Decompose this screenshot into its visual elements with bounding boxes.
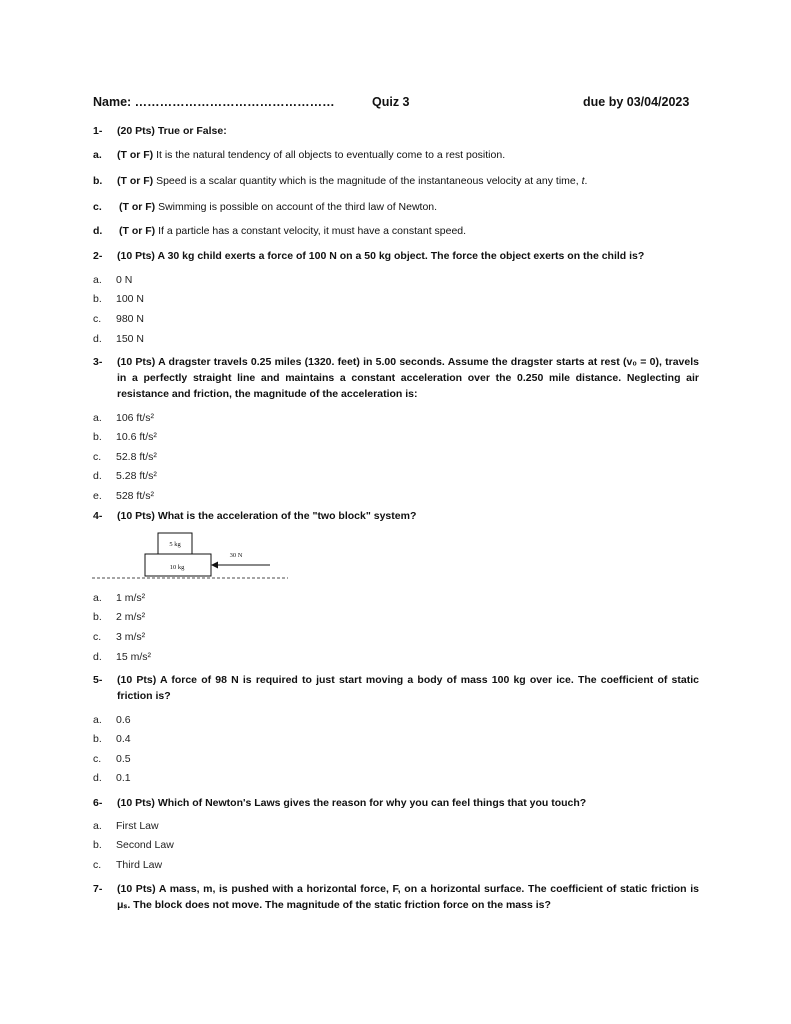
option-letter: c. <box>93 859 102 871</box>
option-letter: d. <box>93 772 102 784</box>
option-letter: d. <box>93 651 102 663</box>
statement-prefix: (T or F) <box>117 149 154 161</box>
question-text: (10 Pts) Which of Newton's Laws gives the reason for why you can feel things that you touch? <box>117 797 587 809</box>
option-letter: c. <box>93 753 102 765</box>
option-letter: c. <box>93 451 102 463</box>
option-text: 3 m/s² <box>116 631 146 643</box>
statement-end: . <box>584 175 588 187</box>
statement-text: Swimming is possible on account of the third law of Newton. <box>158 201 438 213</box>
option-letter: a. <box>93 274 102 286</box>
option-text: 0.5 <box>116 753 131 765</box>
question-text: (10 Pts) A dragster travels 0.25 miles (1320. feet) in 5.00 seconds. Assume the dragster starts at rest (v₀ = 0), travels in a perfectly straight line and maintains a constant acceleration over the 0.250 mile distance. Neglecting air resistance and friction, the magnitude of the acceleration is: <box>117 356 699 400</box>
option-letter: b. <box>93 611 102 623</box>
option-letter: d. <box>93 470 102 482</box>
option-letter: a. <box>93 412 102 424</box>
question-text: (10 Pts) A force of 98 N is required to just start moving a body of mass 100 kg over ice. The coefficient of static friction is? <box>117 674 699 702</box>
statement-text: If a particle has a constant velocity, it must have a constant speed. <box>158 225 467 237</box>
question-text: (10 Pts) A mass, m, is pushed with a horizontal force, F, on a horizontal surface. The coefficient of static friction is μₛ. The block does not move. The magnitude of the static friction force on the mass is? <box>117 883 699 911</box>
option-text: 0.6 <box>116 714 131 726</box>
option-text: 528 ft/s² <box>116 490 154 502</box>
force-label: 30 N <box>229 552 243 559</box>
option-text: 0 N <box>116 274 133 286</box>
quiz-title: Quiz 3 <box>372 95 410 109</box>
question-number: 7- <box>93 883 103 895</box>
question-text: (10 Pts) What is the acceleration of the "two block" system? <box>117 510 417 522</box>
option-text: 2 m/s² <box>116 611 146 623</box>
option-letter: b. <box>93 733 102 745</box>
option-text: 0.1 <box>116 772 131 784</box>
statement-text: Speed is a scalar quantity which is the magnitude of the instantaneous velocity at any time, <box>156 175 579 187</box>
question-text: (20 Pts) True or False: <box>117 125 227 137</box>
option-letter: c. <box>93 631 102 643</box>
option-text: 10.6 ft/s² <box>116 431 157 443</box>
option-text: 52.8 ft/s² <box>116 451 157 463</box>
option-text: Third Law <box>116 859 163 871</box>
top-block-label: 5 kg <box>169 541 181 548</box>
question-number: 1- <box>93 125 103 137</box>
statement-letter: c. <box>93 201 102 213</box>
statement-prefix: (T or F) <box>119 201 156 213</box>
question-number: 5- <box>93 674 103 686</box>
option-text: 1 m/s² <box>116 592 146 604</box>
question-number: 6- <box>93 797 103 809</box>
force-arrow-head <box>211 562 218 569</box>
option-text: Second Law <box>116 839 174 851</box>
option-letter: c. <box>93 313 102 325</box>
bottom-block-label: 10 kg <box>169 564 185 571</box>
option-letter: a. <box>93 714 102 726</box>
statement-letter: d. <box>93 225 103 237</box>
option-text: First Law <box>116 820 159 832</box>
statement-text: It is the natural tendency of all objects to eventually come to a rest position. <box>156 149 506 161</box>
due-date: due by 03/04/2023 <box>583 95 690 109</box>
option-text: 106 ft/s² <box>116 412 154 424</box>
option-text: 15 m/s² <box>116 651 152 663</box>
name-label: Name: ………………………………………… <box>93 95 335 109</box>
option-text: 100 N <box>116 293 145 305</box>
option-text: 5.28 ft/s² <box>116 470 157 482</box>
question-number: 4- <box>93 510 103 522</box>
option-letter: e. <box>93 490 102 502</box>
option-letter: a. <box>93 592 102 604</box>
option-text: 980 N <box>116 313 145 325</box>
option-text: 0.4 <box>116 733 131 745</box>
question-text: (10 Pts) A 30 kg child exerts a force of 100 N on a 50 kg object. The force the object exerts on the child is? <box>117 250 645 262</box>
statement-letter: b. <box>93 175 103 187</box>
question-number: 3- <box>93 356 103 368</box>
statement-variable: t <box>581 175 585 187</box>
option-letter: b. <box>93 839 102 851</box>
option-letter: a. <box>93 820 102 832</box>
option-letter: b. <box>93 431 102 443</box>
option-letter: d. <box>93 333 102 345</box>
statement-prefix: (T or F) <box>119 225 156 237</box>
statement-letter: a. <box>93 149 102 161</box>
question-number: 2- <box>93 250 103 262</box>
two-block-diagram <box>90 530 290 582</box>
option-text: 150 N <box>116 333 145 345</box>
option-letter: b. <box>93 293 102 305</box>
statement-prefix: (T or F) <box>117 175 154 187</box>
